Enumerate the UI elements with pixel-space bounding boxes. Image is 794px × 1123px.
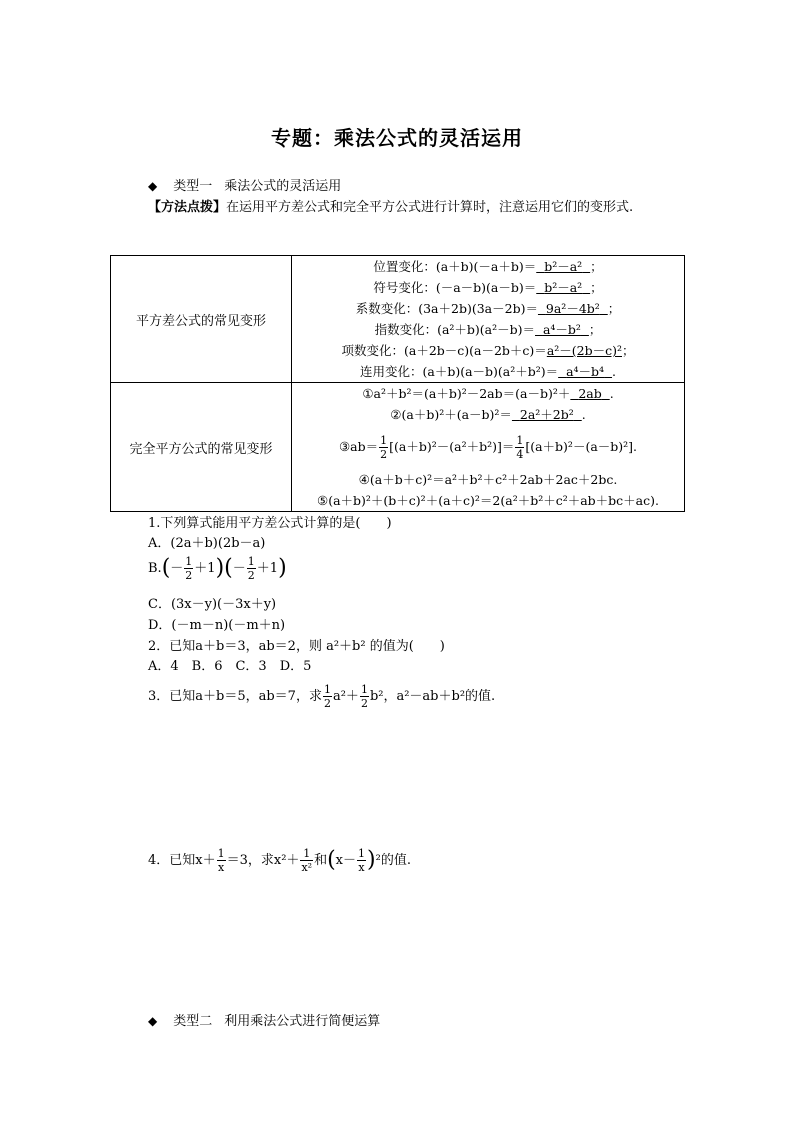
formula-text: － bbox=[232, 561, 246, 576]
answer-blank bbox=[570, 386, 609, 401]
tip-text: 在运用平方差公式和完全平方公式进行计算时，注意运用它们的变形式. bbox=[226, 200, 634, 215]
formula-line bbox=[292, 256, 684, 277]
punct: ； bbox=[607, 301, 621, 316]
formula-line bbox=[292, 298, 684, 319]
formula-text: 项数变化：(a＋2b－c)(a－2b＋c)＝ bbox=[341, 343, 547, 358]
answer: 9a²－4b² bbox=[545, 301, 600, 316]
question-1-stem: 1.下列算式能用平方差公式计算的是( ) bbox=[148, 516, 392, 531]
question-2-stem: 2．已知a＋b＝3，ab＝2，则 a²＋b² 的值为( ) bbox=[148, 639, 445, 654]
answer-blank bbox=[536, 280, 590, 295]
answer: b²－a² bbox=[544, 280, 583, 295]
answer-blank bbox=[512, 407, 582, 422]
perfect-square-forms bbox=[292, 383, 685, 512]
formula-line bbox=[292, 383, 684, 404]
question-2-options: A．4 B．6 C．3 D．5 bbox=[148, 659, 312, 674]
formula-text: 系数变化：(3a＋2b)(3a－2b)＝ bbox=[355, 301, 538, 316]
diamond-icon: ◆ bbox=[148, 179, 158, 193]
formula-text: 3．已知a＋b＝5，ab＝7，求 bbox=[148, 689, 322, 704]
punct: ； bbox=[588, 322, 602, 337]
fraction-half: $\frac{1}{2}$ bbox=[380, 434, 388, 461]
fraction-half: $\frac{1}{2}$ bbox=[360, 683, 368, 710]
section-2-text: 利用乘法公式进行简便运算 bbox=[224, 1014, 381, 1029]
formula-line bbox=[292, 277, 684, 298]
formula-text: ①a²＋b²＝(a＋b)²－2ab＝(a－b)²＋ bbox=[362, 386, 571, 401]
diamond-icon: ◆ bbox=[148, 1014, 158, 1028]
formula-text: 和 bbox=[314, 853, 328, 868]
formula-text: ＝3，求x²＋ bbox=[226, 853, 300, 868]
paren: ( bbox=[327, 847, 336, 873]
formula-line bbox=[292, 404, 684, 425]
fraction-one-over-x-squared: $\frac{1}{\text{x²}}$ bbox=[301, 847, 313, 874]
page-title: 专题：乘法公式的灵活运用 bbox=[271, 126, 523, 150]
formula-text: ＋1 bbox=[194, 561, 216, 576]
punct: . bbox=[609, 386, 614, 401]
answer: a⁴－b⁴ bbox=[566, 364, 605, 379]
punct: ； bbox=[590, 259, 603, 274]
formula-line bbox=[292, 361, 684, 382]
tip-label: 【方法点拨】 bbox=[148, 200, 227, 215]
answer-blank bbox=[558, 364, 612, 379]
formula-text: 符号变化：(－a－b)(a－b)＝ bbox=[373, 280, 537, 295]
formula-text: b²，a²－ab＋b²的值. bbox=[369, 689, 496, 704]
fraction-one-over-x: $\frac{1}{x}$ bbox=[217, 847, 225, 874]
fraction-half: $\frac{1}{2}$ bbox=[185, 555, 193, 582]
formula-text: 指数变化：(a²＋b)(a²－b)＝ bbox=[374, 322, 536, 337]
punct: . bbox=[612, 364, 617, 379]
question-4 bbox=[148, 843, 411, 879]
answer: 2ab bbox=[578, 386, 602, 401]
question-1-option-c: C．(3x－y)(－3x＋y) bbox=[148, 597, 277, 612]
fraction-half: $\frac{1}{2}$ bbox=[247, 555, 255, 582]
paren: ) bbox=[367, 847, 376, 873]
answer-blank bbox=[536, 259, 590, 274]
formula-text: a²＋ bbox=[332, 689, 359, 704]
formula-text: 4．已知x＋ bbox=[148, 853, 216, 868]
answer: a²－(2b－c)² bbox=[546, 343, 622, 358]
section-1-text: 乘法公式的灵活运用 bbox=[224, 179, 342, 194]
formula-line: ⑤(a＋b)²＋(b＋c)²＋(a＋c)²＝2(a²＋b²＋c²＋ab＋bc＋ac). bbox=[317, 493, 659, 508]
table-row bbox=[111, 383, 685, 512]
formula-text: 连用变化：(a＋b)(a－b)(a²＋b²)＝ bbox=[359, 364, 559, 379]
paren: ) bbox=[215, 555, 225, 581]
section-1-label: 类型一 bbox=[173, 179, 213, 194]
question-1-option-d: D．(－m－n)(－m＋n) bbox=[148, 618, 286, 633]
question-3 bbox=[148, 680, 495, 714]
paren: ( bbox=[161, 555, 171, 581]
answer-blank bbox=[547, 343, 622, 358]
question-1-option-a: A．(2a＋b)(2b－a) bbox=[148, 536, 266, 551]
answer: b²－a² bbox=[544, 259, 583, 274]
fraction-quarter: $\frac{1}{4}$ bbox=[516, 434, 524, 461]
fraction-one-over-x: $\frac{1}{x}$ bbox=[358, 847, 366, 874]
answer: a⁴－b² bbox=[542, 322, 581, 337]
formula-line bbox=[292, 425, 684, 469]
paren: ) bbox=[278, 555, 287, 581]
answer-blank bbox=[538, 301, 608, 316]
formula-text: x－ bbox=[335, 853, 357, 868]
punct: ； bbox=[590, 280, 603, 295]
formula-line bbox=[292, 340, 684, 361]
formula-text: ²的值. bbox=[375, 853, 411, 868]
formula-line: ④(a＋b＋c)²＝a²＋b²＋c²＋2ab＋2ac＋2bc. bbox=[358, 472, 618, 487]
section-2-heading bbox=[148, 1010, 380, 1029]
formula-text: ②(a＋b)²＋(a－b)²＝ bbox=[390, 407, 512, 422]
question-1-option-b bbox=[148, 552, 287, 586]
answer: 2a²＋2b² bbox=[519, 407, 574, 422]
table-row bbox=[111, 256, 685, 383]
option-label: B. bbox=[148, 561, 162, 576]
method-tip bbox=[148, 197, 696, 219]
paren: ( bbox=[224, 555, 233, 581]
punct: ； bbox=[622, 343, 635, 358]
formula-text: ＋1 bbox=[256, 561, 279, 576]
section-2-label: 类型二 bbox=[173, 1014, 213, 1029]
formula-text: － bbox=[170, 561, 184, 576]
formula-line bbox=[292, 319, 684, 340]
row-label-difference-of-squares: 平方差公式的常见变形 bbox=[111, 256, 292, 383]
formula-text: 位置变化：(a＋b)(－a＋b)＝ bbox=[373, 259, 537, 274]
formula-text: [(a＋b)²－(a－b)²]. bbox=[525, 439, 638, 454]
difference-of-squares-forms bbox=[292, 256, 685, 383]
section-1-heading bbox=[148, 175, 341, 194]
formula-table bbox=[110, 255, 685, 512]
formula-text: ③ab＝ bbox=[338, 439, 379, 454]
punct: . bbox=[581, 407, 586, 422]
formula-text: [(a＋b)²－(a²＋b²)]＝ bbox=[389, 439, 515, 454]
answer-blank bbox=[535, 322, 589, 337]
row-label-perfect-square: 完全平方公式的常见变形 bbox=[111, 383, 292, 512]
fraction-half: $\frac{1}{2}$ bbox=[323, 683, 331, 710]
